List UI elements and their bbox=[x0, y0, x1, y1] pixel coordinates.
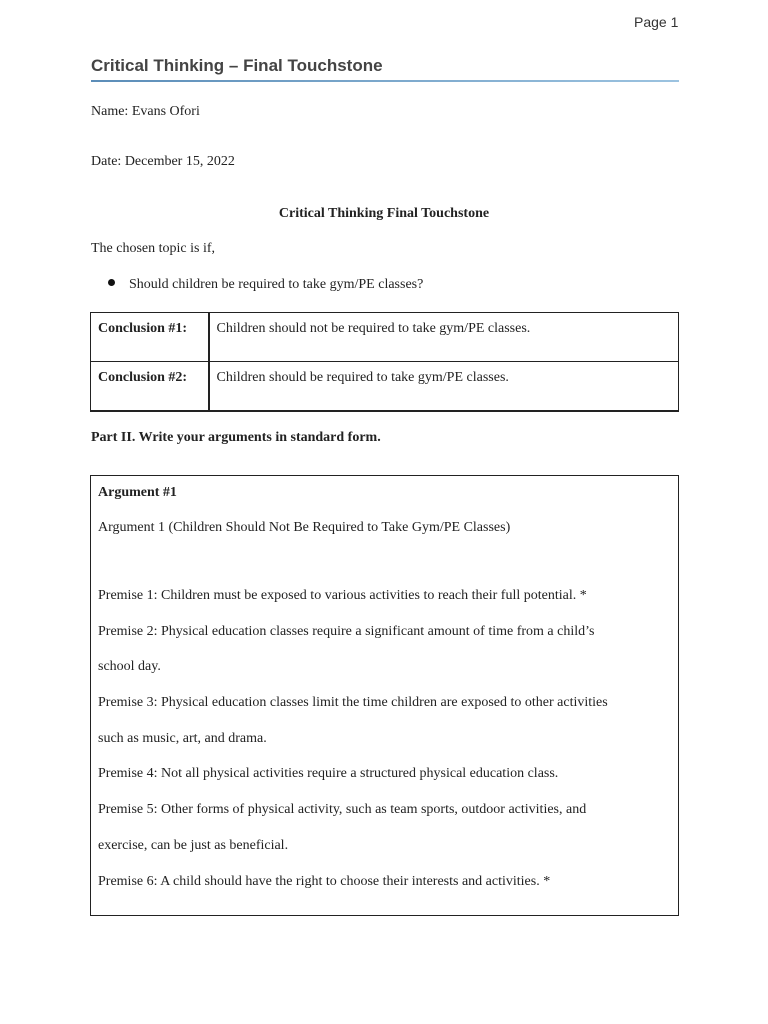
argument-subtitle: Argument 1 (Children Should Not Be Required to Take Gym/PE Classes) bbox=[98, 520, 511, 535]
topic-bullet-item bbox=[108, 277, 423, 293]
premise-line: Premise 3: Physical education classes limit the time children are exposed to other activities bbox=[98, 695, 608, 710]
header-rule bbox=[91, 80, 679, 82]
conclusion-label: Conclusion #1: bbox=[91, 313, 209, 362]
premise-line: Premise 6: A child should have the right to choose their interests and activities. * bbox=[98, 874, 551, 889]
table-row bbox=[91, 362, 679, 411]
document-heading: Critical Thinking Final Touchstone bbox=[278, 206, 490, 221]
table-row bbox=[91, 313, 679, 362]
premise-line: Premise 2: Physical education classes require a significant amount of time from a child’s bbox=[98, 624, 595, 639]
topic-bullet-text: Should children be required to take gym/PE classes? bbox=[129, 277, 424, 292]
document-date: Date: December 15, 2022 bbox=[91, 154, 235, 169]
part-two-heading: Part II. Write your arguments in standard form. bbox=[91, 430, 381, 445]
premise-line: Premise 4: Not all physical activities require a structured physical education class. bbox=[98, 766, 559, 781]
premise-line: Premise 5: Other forms of physical activity, such as team sports, outdoor activities, and bbox=[98, 802, 587, 817]
premise-line: exercise, can be just as beneficial. bbox=[98, 838, 289, 853]
premise-line: such as music, art, and drama. bbox=[98, 731, 267, 746]
topic-intro: The chosen topic is if, bbox=[91, 241, 216, 256]
premise-line: school day. bbox=[98, 659, 161, 674]
bullet-dot-icon bbox=[108, 279, 115, 286]
conclusion-label: Conclusion #2: bbox=[91, 362, 209, 411]
argument-box bbox=[90, 475, 679, 916]
conclusions-table bbox=[90, 312, 679, 412]
page-number: Page 1 bbox=[634, 14, 679, 30]
student-name: Name: Evans Ofori bbox=[91, 104, 200, 119]
conclusion-text: Children should be required to take gym/PE classes. bbox=[209, 362, 679, 411]
premise-line: Premise 1: Children must be exposed to various activities to reach their full potential. * bbox=[98, 588, 587, 603]
header-title: Critical Thinking – Final Touchstone bbox=[91, 56, 383, 75]
argument-heading: Argument #1 bbox=[98, 485, 177, 500]
conclusion-text: Children should not be required to take gym/PE classes. bbox=[209, 313, 679, 362]
